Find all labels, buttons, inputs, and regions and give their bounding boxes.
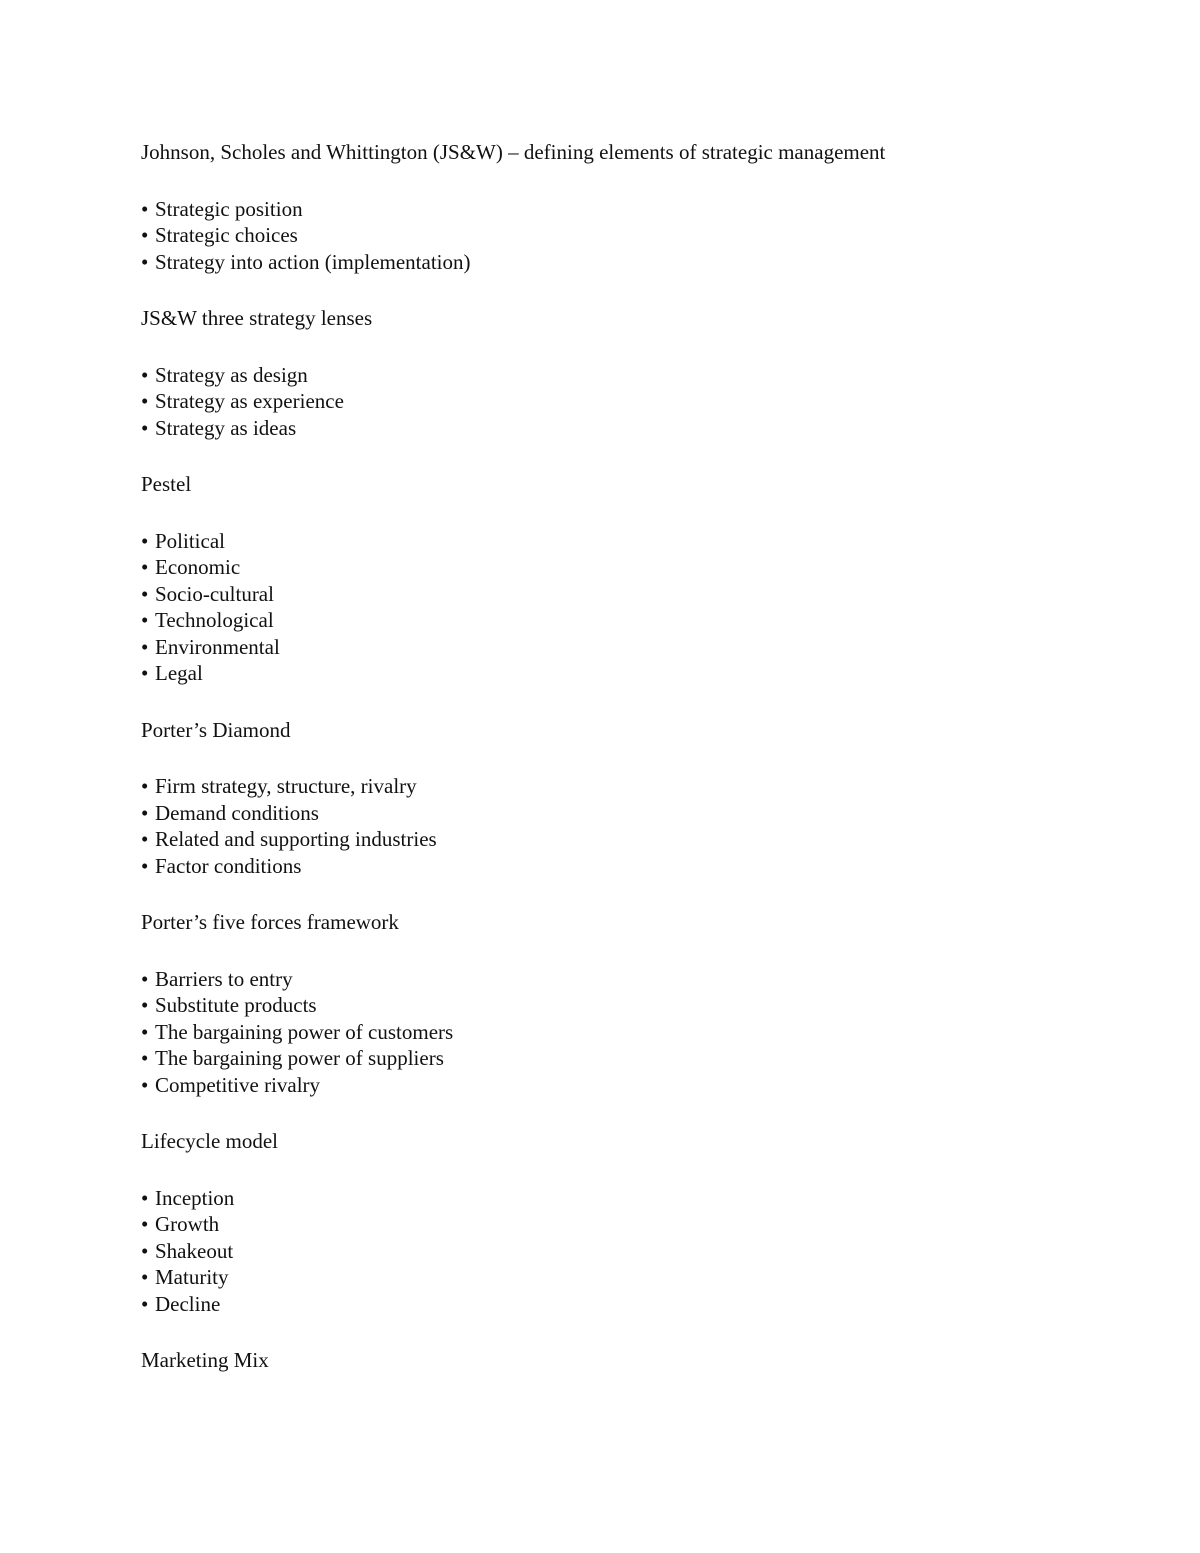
bullet-icon: • [141, 966, 149, 991]
list-item: • Growth [141, 1212, 220, 1236]
list-item: • Strategy as experience [141, 389, 344, 413]
list-item: • The bargaining power of suppliers [141, 1046, 444, 1070]
bullet-icon: • [141, 827, 149, 851]
bullet-icon: • [141, 1212, 149, 1236]
bullet-icon: • [141, 555, 149, 579]
list-item: • Firm strategy, structure, rivalry [141, 774, 417, 798]
list-item: • Factor conditions [141, 853, 302, 878]
bullet-icon: • [141, 223, 149, 247]
list-item: • Strategy as ideas [141, 415, 297, 440]
bullet-icon: • [141, 581, 149, 606]
bullet-icon: • [141, 1265, 149, 1289]
bullet-icon: • [141, 196, 149, 221]
bullet-icon: • [141, 1019, 149, 1044]
list-item: • Technological [141, 608, 274, 632]
list-item: • Socio-cultural [141, 581, 274, 606]
lifecycle-model-list [141, 1185, 1101, 1318]
document-title: Johnson, Scholes and Whittington (JS&W) – defining elements of strategic management [141, 140, 886, 164]
list-item: • Related and supporting industries [141, 827, 437, 851]
bullet-icon: • [141, 1185, 149, 1210]
bullet-icon: • [141, 389, 149, 413]
list-item: • Strategy into action (implementation) [141, 249, 471, 274]
list-item: • Competitive rivalry [141, 1072, 321, 1097]
list-item: • Substitute products [141, 993, 317, 1017]
five-forces-list [141, 966, 1101, 1099]
bullet-icon: • [141, 1072, 149, 1097]
strategic-management-elements-list [141, 196, 1101, 276]
list-item: • Political [141, 528, 225, 553]
section-heading-five-forces: Porter’s five forces framework [141, 910, 399, 934]
section-heading-porters-diamond: Porter’s Diamond [141, 717, 291, 742]
bullet-icon: • [141, 1291, 149, 1316]
list-item: • Environmental [141, 634, 280, 659]
bullet-icon: • [141, 249, 149, 274]
strategy-lenses-list [141, 362, 1101, 442]
bullet-icon: • [141, 362, 149, 387]
bullet-icon: • [141, 634, 149, 659]
bullet-icon: • [141, 528, 149, 553]
bullet-icon: • [141, 774, 149, 798]
list-item: • Maturity [141, 1265, 229, 1289]
bullet-icon: • [141, 1046, 149, 1070]
bullet-icon: • [141, 608, 149, 632]
bullet-icon: • [141, 661, 149, 685]
list-item: • Decline [141, 1291, 221, 1316]
bullet-icon: • [141, 993, 149, 1017]
document-content [141, 139, 1101, 1374]
list-item: • Shakeout [141, 1238, 234, 1263]
bullet-icon: • [141, 1238, 149, 1263]
section-heading-marketing-mix: Marketing Mix [141, 1348, 269, 1372]
list-item: • Demand conditions [141, 800, 319, 825]
list-item: • Legal [141, 661, 203, 685]
list-item: • Economic [141, 555, 241, 579]
list-item: • Strategy as design [141, 362, 308, 387]
list-item: • The bargaining power of customers [141, 1019, 454, 1044]
bullet-icon: • [141, 853, 149, 878]
list-item: • Strategic choices [141, 223, 298, 247]
bullet-icon: • [141, 415, 149, 440]
pestel-list [141, 528, 1101, 687]
section-heading-lifecycle-model: Lifecycle model [141, 1129, 279, 1153]
section-heading-strategy-lenses: JS&W three strategy lenses [141, 306, 373, 330]
list-item: • Strategic position [141, 196, 303, 221]
porters-diamond-list [141, 773, 1101, 879]
list-item: • Barriers to entry [141, 966, 293, 991]
section-heading-pestel: Pestel [141, 472, 192, 496]
list-item: • Inception [141, 1185, 235, 1210]
bullet-icon: • [141, 800, 149, 825]
